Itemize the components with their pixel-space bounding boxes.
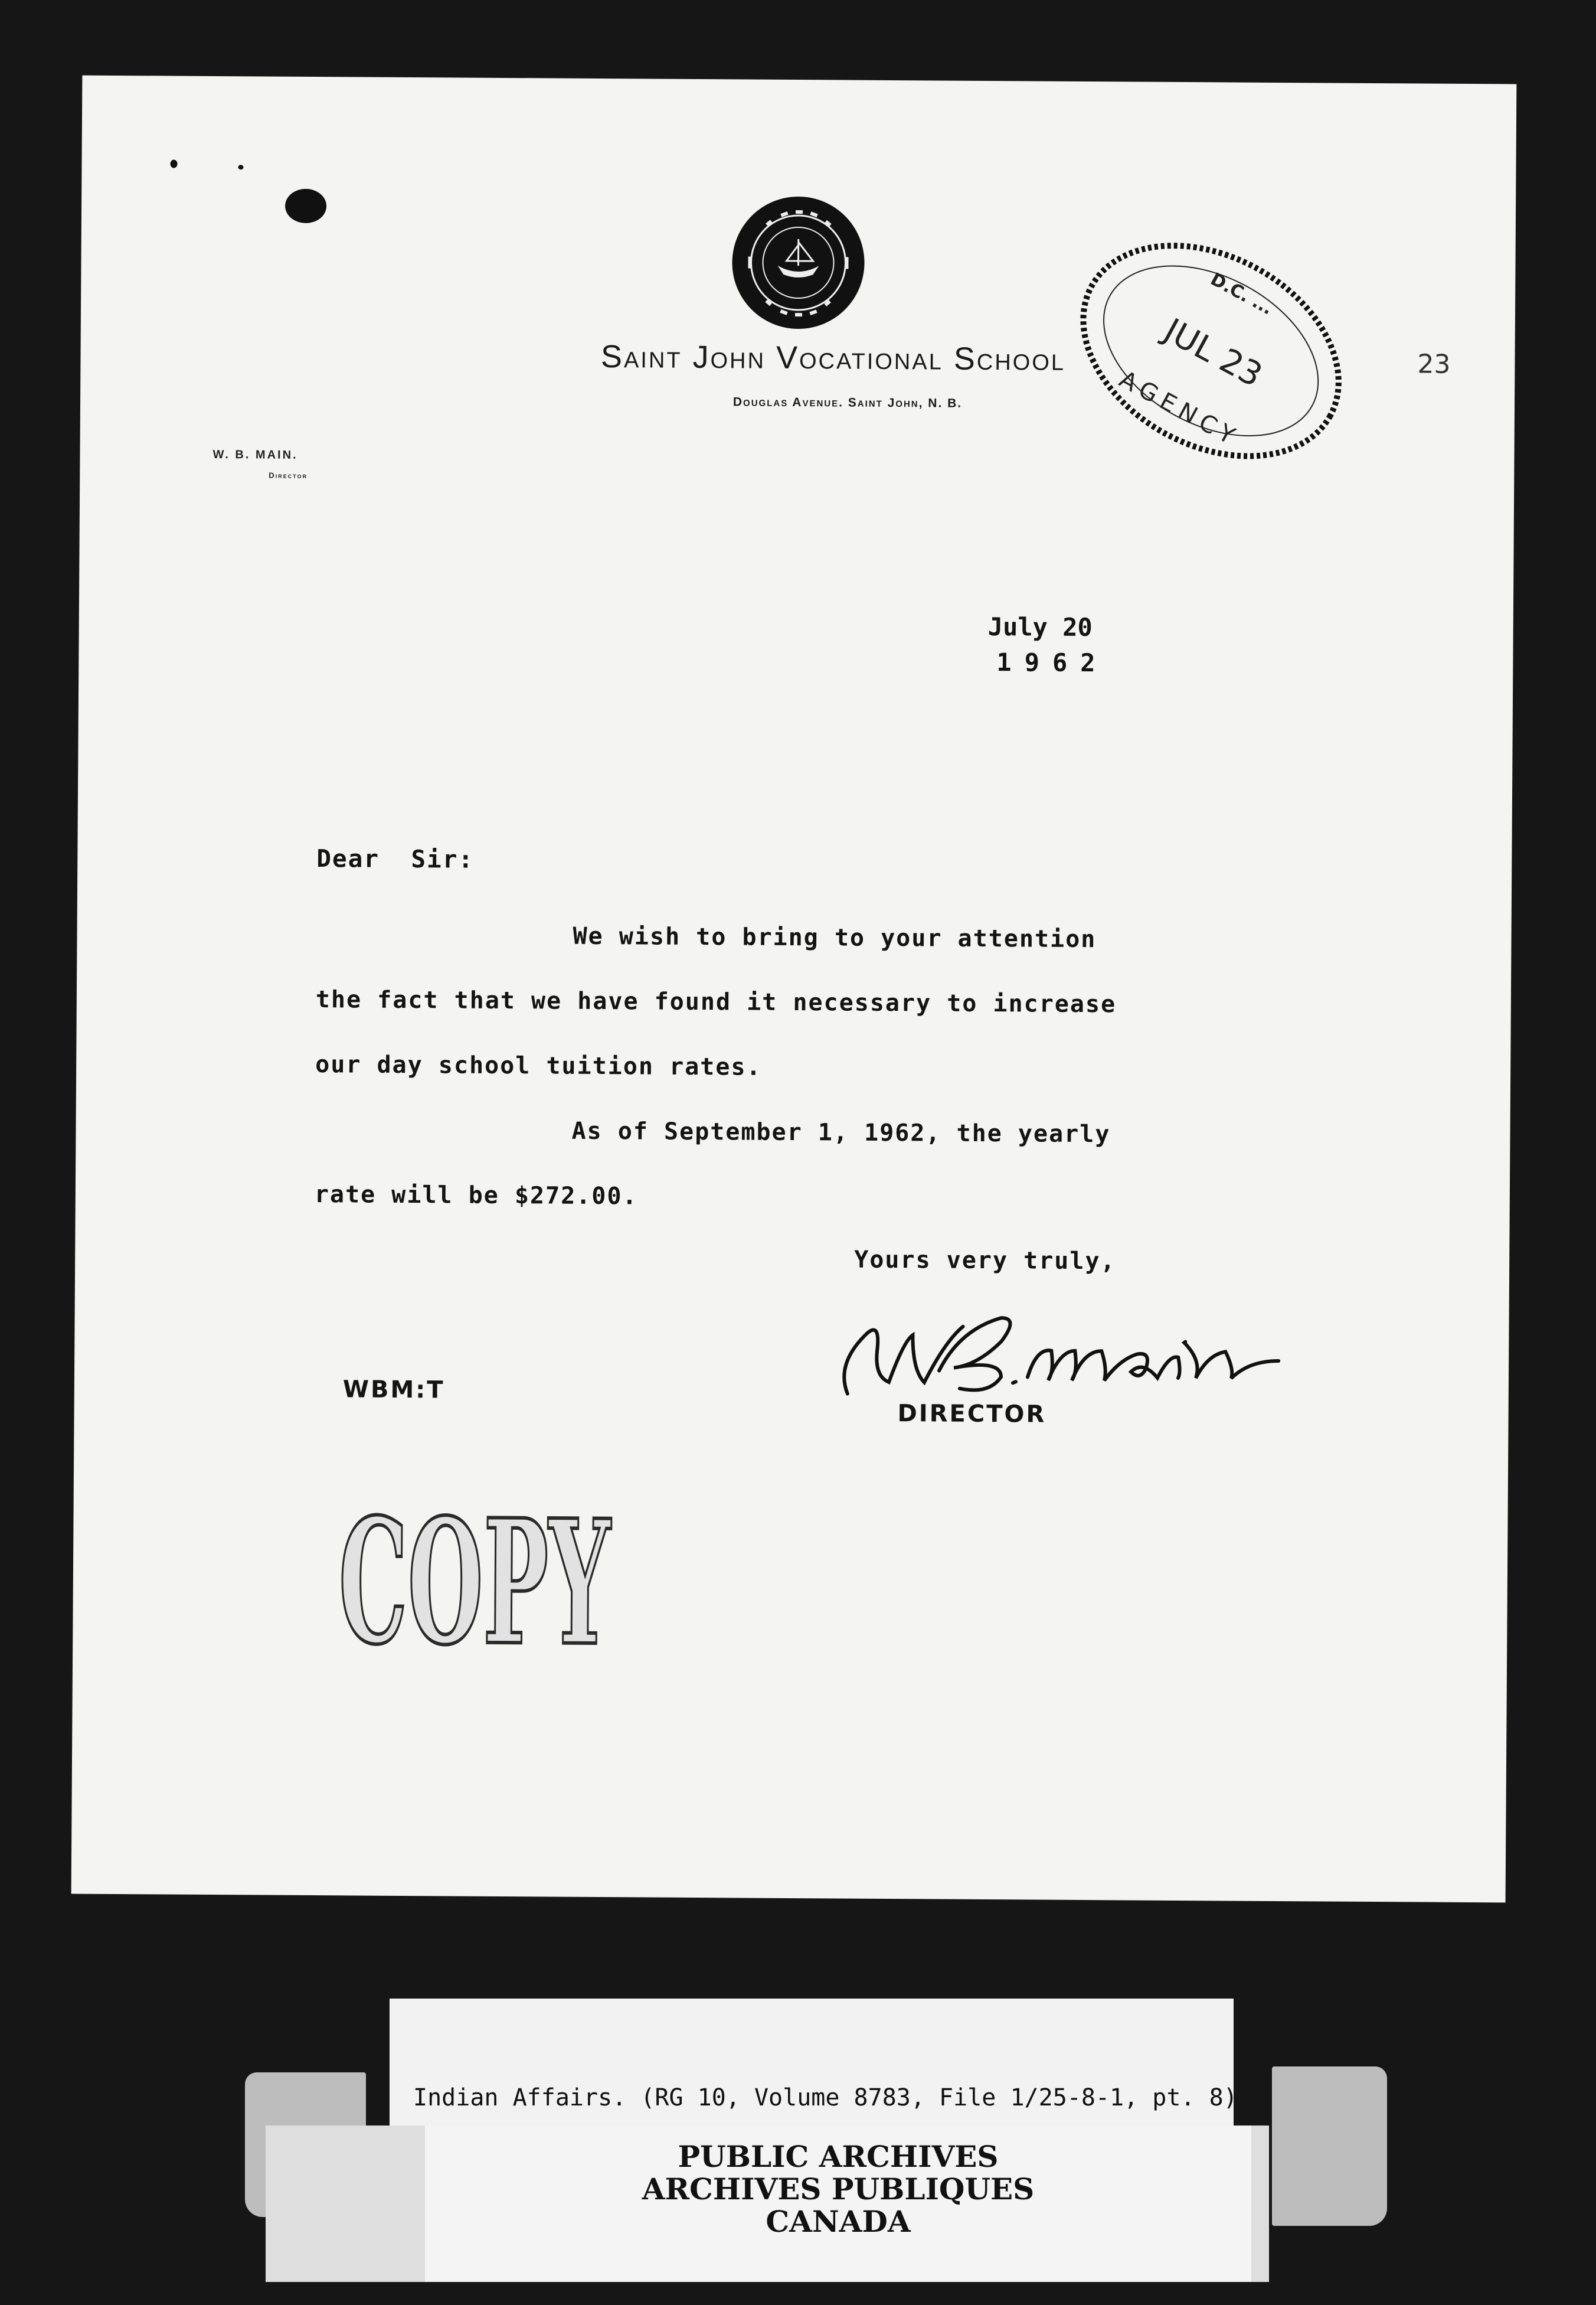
school-address: Douglas Avenue. Saint John, N. B. (732, 395, 963, 410)
copy-stamp-icon (332, 1481, 876, 1686)
stamp-date: JUL 23 (1157, 311, 1268, 395)
director-name: W. B. MAIN. (212, 448, 298, 462)
body-line: the fact that we have found it necessary to increase (315, 986, 1117, 1018)
copy-stamp-text: COPY (338, 1481, 876, 1686)
stamp-agency-text: AGENCY (1114, 365, 1245, 453)
school-name: Saint John Vocational School (600, 338, 1066, 377)
letter-date-year: 1962 (996, 648, 1108, 678)
typist-initials: WBM:T (342, 1376, 445, 1404)
body-line: rate will be $272.00. (314, 1181, 638, 1210)
closing: Yours very truly, (854, 1246, 1116, 1275)
label-tab-right (1272, 2066, 1387, 2226)
salutation: Dear Sir: (316, 844, 475, 874)
ink-blot (285, 189, 326, 223)
director-title: Director (269, 471, 308, 480)
stamp-top-text: D.C. ... (1206, 269, 1277, 319)
letter-sheet (71, 76, 1517, 1903)
body-line: our day school tuition rates. (315, 1051, 762, 1081)
body-line: As of September 1, 1962, the yearly (571, 1117, 1111, 1148)
speck (238, 165, 243, 169)
school-seal-icon (730, 194, 866, 331)
speck (170, 160, 177, 168)
archive-citation: Indian Affairs. (RG 10, Volume 8783, File 1/25-8-1, pt. 8) (413, 2084, 1238, 2111)
margin-mark: 23 (1417, 349, 1451, 380)
received-stamp-icon (1062, 211, 1359, 491)
body-line: We wish to bring to your attention (573, 922, 1097, 954)
archive-label-line-2: ARCHIVES PUBLIQUES (642, 2172, 1035, 2206)
signer-title: DIRECTOR (897, 1400, 1046, 1428)
archive-label-line-1: PUBLIC ARCHIVES (678, 2139, 999, 2174)
letter-date-month: July 20 (987, 612, 1093, 642)
archive-label-line-3: CANADA (766, 2204, 911, 2239)
